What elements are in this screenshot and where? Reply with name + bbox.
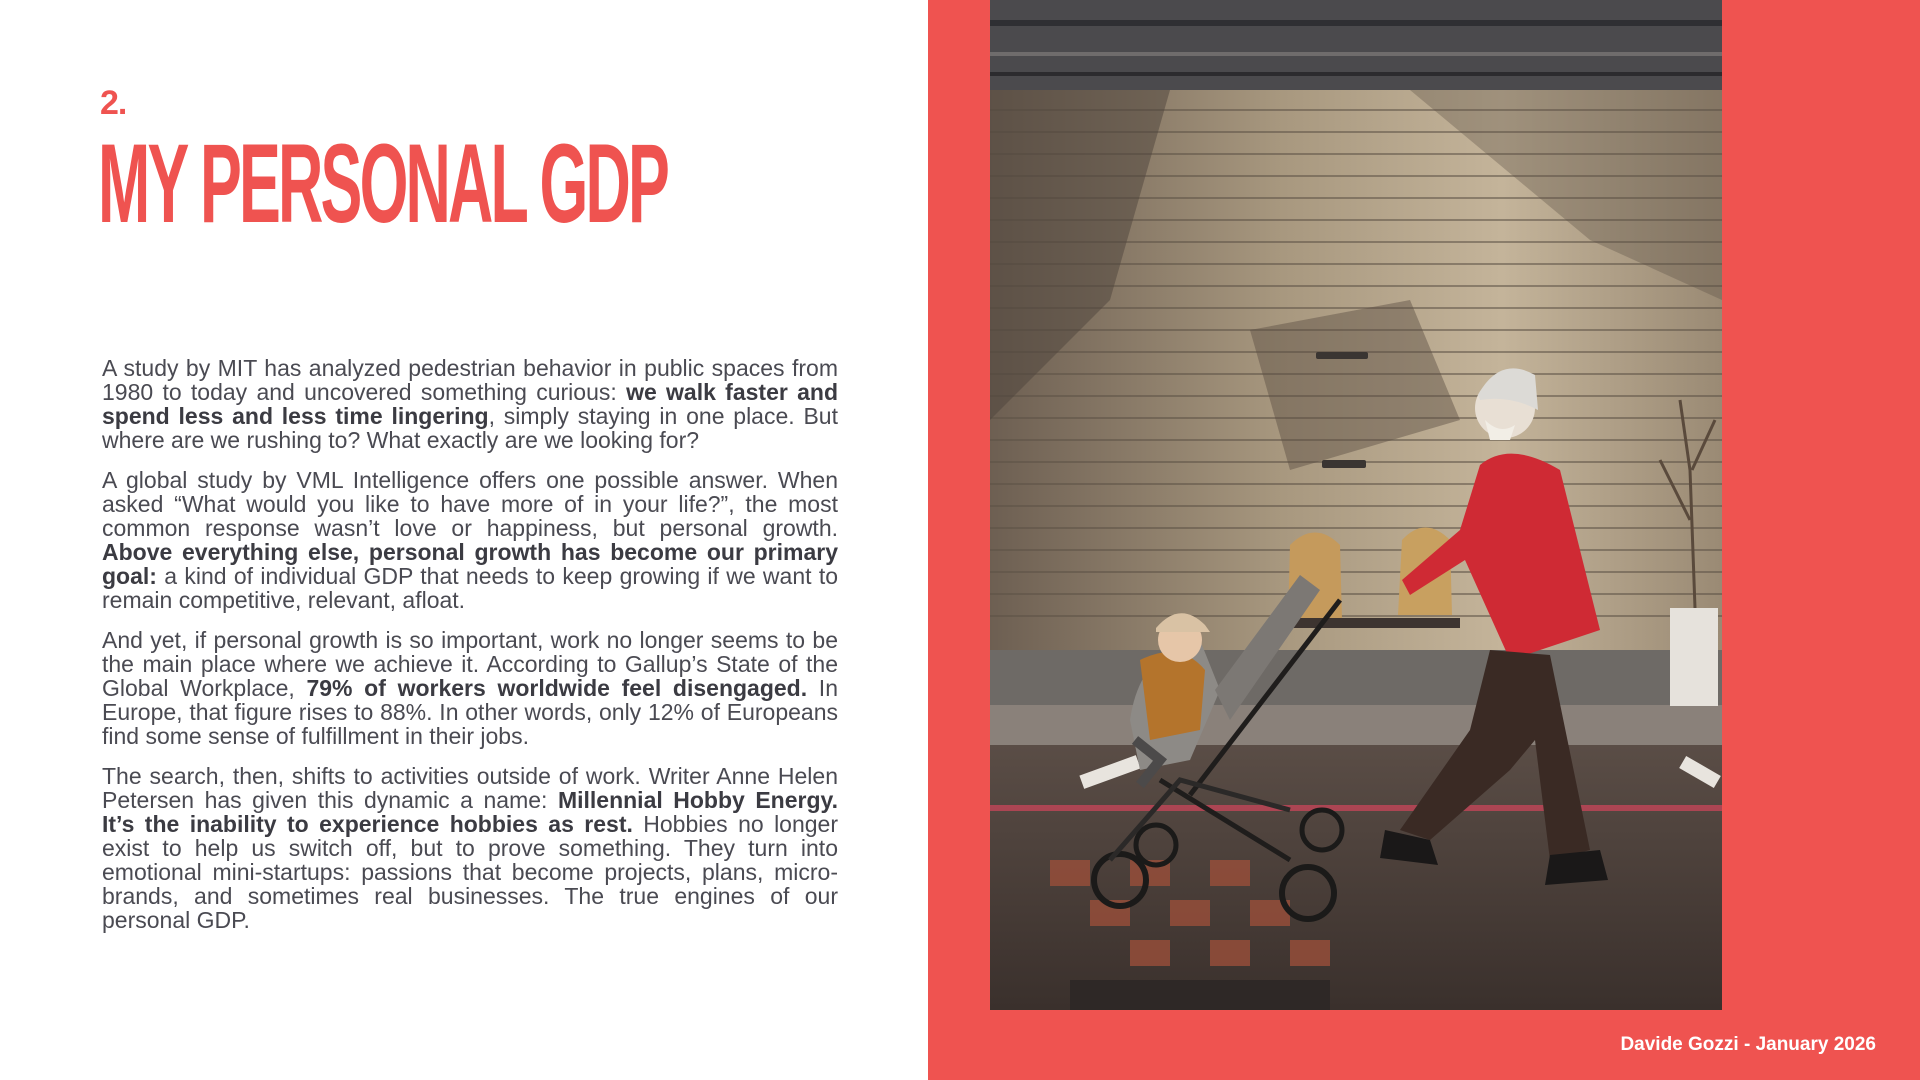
text-column	[0, 0, 928, 1080]
emphasis-text: Above everything else, personal growth has become our primary goal:	[102, 539, 838, 589]
paragraph-text: A study by MIT has analyzed pedestrian behavior in public spaces from 1980 to today and uncovered something curious:	[102, 355, 838, 405]
paragraph-text: In Europe, that figure rises to 88%. In other words, only 12% of Europeans find some sense of fulfillment in their jobs.	[102, 675, 838, 749]
page-title: MY PERSONAL GDP	[98, 121, 668, 246]
body-paragraph	[102, 356, 838, 452]
paragraph-text: Hobbies no longer exist to help us switch off, but to prove something. They turn into emotional mini-startups: passions that become projects, plans, micro-brands, and sometimes real businesses. The true engines of our personal GDP.	[102, 811, 839, 933]
body-paragraph	[102, 468, 838, 612]
body-paragraph	[102, 628, 838, 748]
paragraph-text: And yet, if personal growth is so important, work no longer seems to be the main place where we achieve it. According to Gallup’s State of the Global Workplace,	[102, 627, 838, 701]
paragraph-text: The search, then, shifts to activities outside of work. Writer Anne Helen Petersen has given this dynamic a name:	[102, 763, 838, 813]
photo-grandmother-pushing-stroller	[990, 0, 1722, 1010]
section-number: 2.	[100, 84, 127, 122]
body-paragraph	[102, 764, 838, 932]
body-text	[102, 356, 838, 948]
emphasis-text: 79% of workers worldwide feel disengaged.	[306, 675, 808, 701]
author-date-credit: Davide Gozzi - January 2026	[1620, 1034, 1876, 1055]
paragraph-text: , simply staying in one place. But where are we rushing to? What exactly are we looking for?	[102, 403, 838, 453]
paragraph-text: A global study by VML Intelligence offers one possible answer. When asked “What would you like to have more of in your life?”, the most common response wasn’t love or happiness, but personal growth.	[102, 467, 838, 541]
emphasis-text: we walk faster and spend less and less time lingering	[102, 379, 839, 429]
emphasis-text: Millennial Hobby Energy. It’s the inability to experience hobbies as rest.	[102, 787, 838, 837]
paragraph-text: a kind of individual GDP that needs to keep growing if we want to remain competitive, relevant, afloat.	[102, 563, 838, 613]
